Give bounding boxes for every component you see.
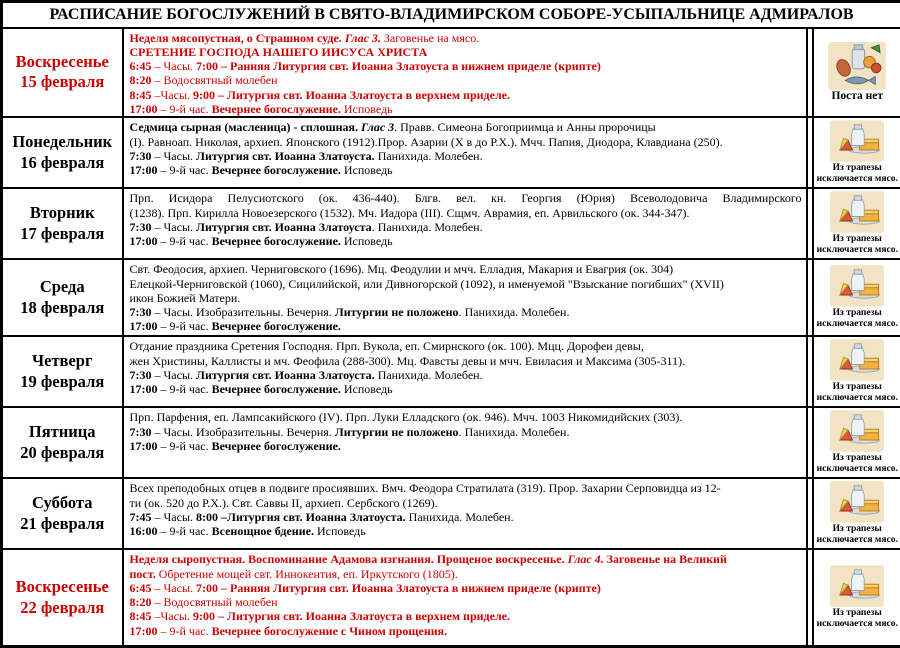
day-date: 21 февраля <box>3 514 122 535</box>
service-line: Всех преподобных отцев в подвиге просиявших. Вмч. Феодора Стратилата (319). Прор. Захарии Серповидца из 12- <box>130 481 802 495</box>
day-date: 15 февраля <box>3 72 122 93</box>
service-line: 8:45 –Часы. 9:00 – Литургия свт. Иоанна Златоуста в верхнем приделе. <box>130 88 802 102</box>
table-row <box>2 117 900 188</box>
service-line: 8:20 – Водосвятный молебен <box>130 595 802 609</box>
day-name: Воскресенье <box>3 577 122 598</box>
fast-cell <box>807 478 900 549</box>
no-meat-dairy-icon <box>830 565 884 607</box>
fast-label: Из трапезы исключается мясо. <box>817 524 899 546</box>
service-line: (I). Равноап. Николая, архиеп. Японского (1912).Прор. Азарии (X в до Р.Х.). Мчч. Папия, Диодора, Клавдиана (250). <box>130 135 802 149</box>
service-line: 7:30 – Часы. Изобразительны. Вечерня. Литургии не положено. Панихида. Молебен. <box>130 305 802 319</box>
fast-label: Из трапезы исключается мясо. <box>817 308 899 330</box>
service-line: (1238). Прп. Кирилла Новоезерского (1532). Мч. Иадора (III). Сщмч. Аврамия, еп. Арвильского (ок. 344-347). <box>130 206 802 220</box>
day-name: Среда <box>3 277 122 298</box>
fast-cell <box>807 117 900 188</box>
table-row <box>2 259 900 336</box>
day-cell <box>2 336 123 407</box>
service-line: Прп. Исидора Пелусиотского (ок. 436-440). Блгв. вел. кн. Георгия (Юрия) Всеволодовича Владимирского <box>130 191 802 205</box>
fast-label: Из трапезы исключается мясо. <box>817 382 899 404</box>
day-cell <box>2 407 123 478</box>
service-line: 6:45 – Часы. 7:00 – Ранняя Литургия свт. Иоанна Златоуста в нижнем приделе (крипте) <box>130 581 802 595</box>
service-line: 7:30 – Часы. Изобразительны. Вечерня. Литургии не положено. Панихида. Молебен. <box>130 425 802 439</box>
no-meat-dairy-icon <box>830 191 884 233</box>
services-cell <box>123 117 807 188</box>
fast-cell <box>807 407 900 478</box>
service-line: 8:20 – Водосвятный молебен <box>130 73 802 87</box>
services-cell <box>123 28 807 118</box>
title-row <box>2 2 900 28</box>
no-meat-dairy-icon <box>830 265 884 307</box>
services-cell <box>123 336 807 407</box>
fast-cell <box>807 336 900 407</box>
day-name: Вторник <box>3 203 122 224</box>
fast-label: Поста нет <box>831 91 883 102</box>
day-cell <box>2 117 123 188</box>
service-line: СРЕТЕНИЕ ГОСПОДА НАШЕГО ИИСУСА ХРИСТА <box>130 45 802 59</box>
service-line: Неделя мясопустная, о Страшном суде. Глас 3. Заговенье на мясо. <box>130 31 802 45</box>
day-date: 16 февраля <box>3 153 122 174</box>
service-line: Прп. Парфения, еп. Лампсакийского (IV). Прп. Луки Елладского (ок. 946). Мчч. 1003 Никомидийских (303). <box>130 410 802 424</box>
day-cell <box>2 28 123 118</box>
day-name: Пятница <box>3 422 122 443</box>
table-row <box>2 549 900 646</box>
services-cell <box>123 188 807 259</box>
services-cell <box>123 478 807 549</box>
fast-cell <box>807 259 900 336</box>
fast-label: Из трапезы исключается мясо. <box>817 163 899 185</box>
day-date: 20 февраля <box>3 443 122 464</box>
table-row <box>2 28 900 118</box>
service-line: 8:45 –Часы. 9:00 – Литургия свт. Иоанна Златоуста в верхнем приделе. <box>130 609 802 623</box>
schedule-body <box>2 28 900 647</box>
service-line: Неделя сыропустная. Воспоминание Адамова изгнания. Прощеное воскресенье. Глас 4. Заговенье на Великий <box>130 552 802 566</box>
service-line: 16:00 – 9-й час. Всенощное бдение. Исповедь <box>130 524 802 538</box>
service-line: 7:30 – Часы. Литургия свт. Иоанна Златоуста. Панихида. Молебен. <box>130 220 802 234</box>
service-line: 17:00 – 9-й час. Вечернее богослужение. Исповедь <box>130 382 802 396</box>
no-meat-dairy-icon <box>830 481 884 523</box>
service-line: икон Божией Матери. <box>130 291 802 305</box>
services-cell <box>123 549 807 646</box>
fast-label: Из трапезы исключается мясо. <box>817 608 899 630</box>
service-line: Елецкой-Черниговской (1060), Сицилийской, или Дивногорской (1092), и именуемой "Взыскание погибших" (XVII) <box>130 277 802 291</box>
fast-cell <box>807 549 900 646</box>
day-date: 17 февраля <box>3 224 122 245</box>
day-cell <box>2 259 123 336</box>
service-line: 17:00 – 9-й час. Вечернее богослужение. Исповедь <box>130 102 802 116</box>
services-cell <box>123 259 807 336</box>
day-cell <box>2 188 123 259</box>
table-row <box>2 188 900 259</box>
table-row <box>2 336 900 407</box>
day-cell <box>2 478 123 549</box>
no-fast-food-icon <box>828 42 886 90</box>
service-line: 7:30 – Часы. Литургия свт. Иоанна Златоуста. Панихида. Молебен. <box>130 149 802 163</box>
service-line: пост. Обретение мощей свт. Иннокентия, еп. Иркутского (1805). <box>130 567 802 581</box>
no-meat-dairy-icon <box>830 120 884 162</box>
service-line: 17:00 – 9-й час. Вечернее богослужение. Исповедь <box>130 163 802 177</box>
no-meat-dairy-icon <box>830 410 884 452</box>
day-name: Четверг <box>3 351 122 372</box>
no-meat-dairy-icon <box>830 339 884 381</box>
page-title: РАСПИСАНИЕ БОГОСЛУЖЕНИЙ В СВЯТО-ВЛАДИМИРСКОМ СОБОРЕ-УСЫПАЛЬНИЦЕ АДМИРАЛОВ <box>2 2 900 28</box>
fast-cell <box>807 188 900 259</box>
service-line: Седмица сырная (масленица) - сплошная. Глас 3. Правв. Симеона Богоприимца и Анны пророчицы <box>130 120 802 134</box>
day-date: 22 февраля <box>3 598 122 619</box>
services-cell <box>123 407 807 478</box>
service-line: 7:45 – Часы. 8:00 –Литургия свт. Иоанна Златоуста. Панихида. Молебен. <box>130 510 802 524</box>
day-date: 18 февраля <box>3 298 122 319</box>
service-line: Отдание праздника Сретения Господня. Прп. Вукола, еп. Смирнского (ок. 100). Мцц. Дорофеи девы, <box>130 339 802 353</box>
service-line: 17:00 – 9-й час. Вечернее богослужение с Чином прощения. <box>130 624 802 638</box>
service-line: 17:00 – 9-й час. Вечернее богослужение. <box>130 319 802 333</box>
fast-label: Из трапезы исключается мясо. <box>817 234 899 256</box>
service-line: 17:00 – 9-й час. Вечернее богослужение. <box>130 439 802 453</box>
fast-label: Из трапезы исключается мясо. <box>817 453 899 475</box>
fast-cell <box>807 28 900 118</box>
day-name: Суббота <box>3 493 122 514</box>
day-name: Воскресенье <box>3 52 122 73</box>
service-line: жен Христины, Каллисты и мч. Феофила (288-300). Мц. Фавсты девы и мчч. Евиласия и Максима (305-311). <box>130 354 802 368</box>
service-line: 17:00 – 9-й час. Вечернее богослужение. Исповедь <box>130 234 802 248</box>
table-row <box>2 407 900 478</box>
day-date: 19 февраля <box>3 372 122 393</box>
day-cell <box>2 549 123 646</box>
table-row <box>2 478 900 549</box>
day-name: Понедельник <box>3 132 122 153</box>
service-line: Свт. Феодосия, архиеп. Черниговского (1696). Мц. Феодулии и мчч. Елладия, Макария и Евагрия (ок. 304) <box>130 262 802 276</box>
service-line: ти (ок. 520 до Р.Х.). Свт. Саввы II, архиеп. Сербского (1269). <box>130 496 802 510</box>
service-line: 6:45 – Часы. 7:00 – Ранняя Литургия свт. Иоанна Златоуста в нижнем приделе (крипте) <box>130 59 802 73</box>
service-line: 7:30 – Часы. Литургия свт. Иоанна Златоуста. Панихида. Молебен. <box>130 368 802 382</box>
